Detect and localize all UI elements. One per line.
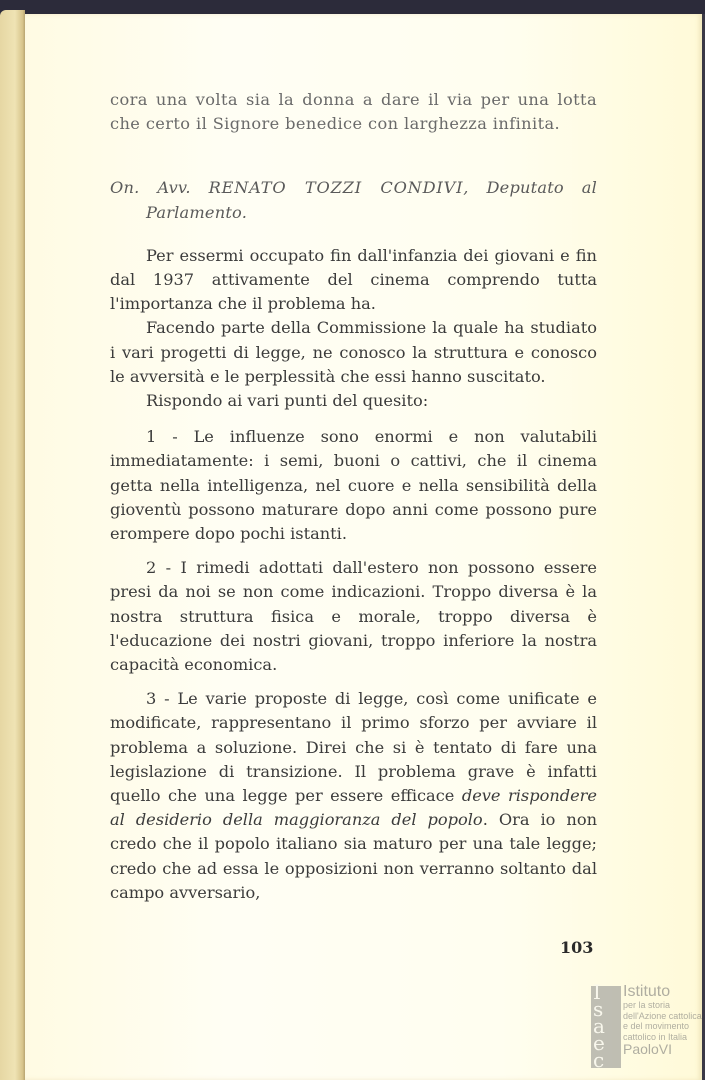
page-spine bbox=[0, 10, 25, 1080]
paragraph: Rispondo ai vari punti del quesito: bbox=[146, 391, 429, 411]
logo-line: Istituto bbox=[623, 983, 671, 1000]
numbered-point-1 bbox=[110, 425, 597, 546]
logo-line: e del movimento bbox=[623, 1021, 690, 1031]
point-text: Le varie proposte di legge, così come unificate e modificate, rappresentano il primo sforzo per avviare il problema a soluzione. Direi che si è tentato di fare una legislazione di transizione. Il problema grave è infatti quello che una legge per essere efficace bbox=[110, 689, 597, 806]
logo-line: dell'Azione cattolica bbox=[623, 1010, 702, 1021]
previous-paragraph-end: cora una volta sia la donna a dare il via per una lotta che certo il Signore benedice con larghezza infinita. bbox=[110, 90, 597, 134]
point-number: 3 bbox=[146, 689, 157, 709]
point-text: I rimedi adottati dall'estero non possono essere presi da noi se non come indicazioni. Troppo diversa è la nostra struttura fisica e morale, troppo diversa è l'educazione dei nostri giovani, troppo inferiore la nostra capacità economica. bbox=[110, 558, 597, 675]
heading-name: RENATO TOZZI CONDIVI bbox=[208, 178, 464, 198]
logo-letter: a bbox=[593, 1014, 605, 1038]
numbered-point-3 bbox=[110, 687, 597, 905]
logo-line: PaoloVI bbox=[623, 1041, 673, 1057]
page-number: 103 bbox=[560, 938, 594, 957]
heading-role: , Deputato al Parlamento. bbox=[146, 178, 597, 222]
numbered-point-2 bbox=[110, 556, 597, 677]
point-separator: - bbox=[156, 689, 178, 709]
logo-monogram bbox=[593, 980, 623, 1072]
logo-line: cattolico in Italia bbox=[623, 1031, 688, 1042]
point-number: 1 bbox=[146, 427, 157, 447]
logo-letter: I bbox=[593, 980, 601, 1004]
section-heading bbox=[110, 176, 597, 224]
point-separator: - bbox=[156, 427, 194, 447]
logo-line: per la storia bbox=[623, 1000, 671, 1010]
heading-honorifics: On. Avv. bbox=[110, 178, 191, 198]
isacem-watermark-logo bbox=[591, 980, 705, 1072]
paragraph: Per essermi occupato fin dall'infanzia dei giovani e fin dal 1937 attivamente del cinema comprendo tutta l'importanza che il problema ha. bbox=[110, 245, 597, 314]
logo-text bbox=[623, 984, 702, 1056]
point-text: . Ora io non credo che il popolo italiano sia maturo per una tale legge; credo che ad essa le opposizioni non verranno soltanto dal campo avversario, bbox=[110, 810, 597, 902]
logo-letter: s bbox=[593, 997, 604, 1021]
point-number: 2 bbox=[146, 558, 157, 578]
point-text: Le influenze sono enormi e non valutabili immediatamente: i semi, buoni o cattivi, che il cinema getta nella intelligenza, nel cuore e nella sensibilità della gioventù possono maturare dopo anni come possono pure erompere dopo pochi istanti. bbox=[110, 427, 597, 544]
page-text bbox=[110, 88, 597, 905]
logo-letter: c bbox=[593, 1048, 605, 1072]
point-text-emphasis: deve rispondere al desiderio della maggioranza del popolo bbox=[110, 786, 598, 830]
point-separator: - bbox=[156, 558, 181, 578]
paragraph: Facendo parte della Commissione la quale ha studiato i vari progetti di legge, ne conosco la struttura e conosco le avversità e le perplessità che essi hanno suscitato. bbox=[110, 318, 597, 386]
logo-letter: e bbox=[593, 1031, 605, 1055]
